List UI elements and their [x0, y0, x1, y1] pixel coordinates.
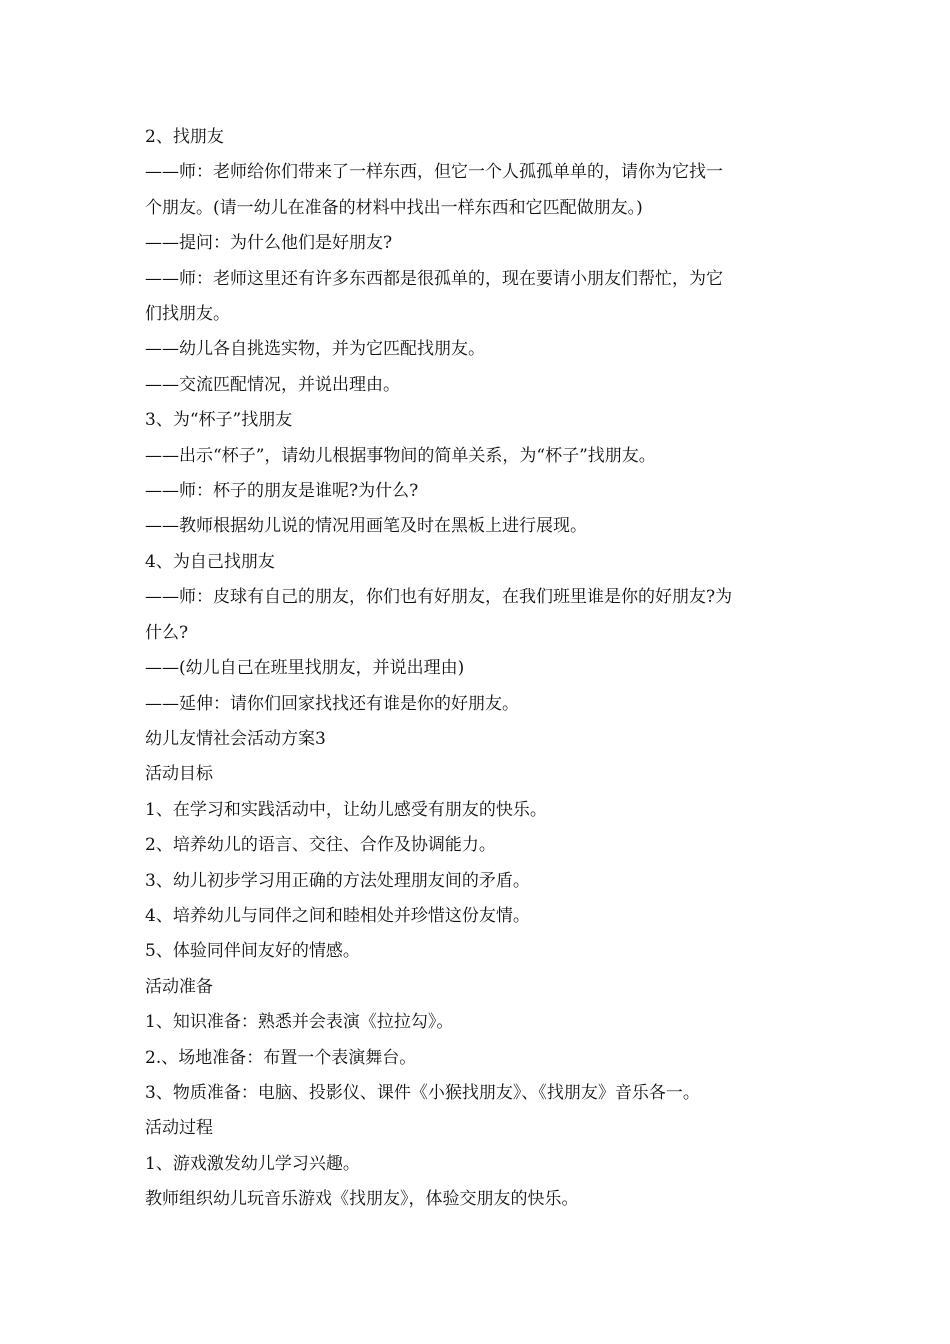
paragraph-line: ——教师根据幼儿说的情况用画笔及时在黑板上进行展现。: [145, 516, 587, 537]
document-body: [145, 120, 813, 1218]
heading-activity-preparation: 活动准备: [145, 976, 213, 997]
paragraph-line: ——出示“杯子”，请幼儿根据事物间的简单关系，为“杯子”找朋友。: [145, 445, 656, 466]
section-heading-find-friends: 2、找朋友: [145, 127, 224, 147]
heading-activity-goals: 活动目标: [145, 764, 213, 785]
paragraph-line: ——提问：为什么他们是好朋友?: [145, 233, 393, 254]
paragraph-line: ——延伸：请你们回家找找还有谁是你的好朋友。: [145, 693, 519, 714]
section-heading-cup-friends: 3、为“杯子”找朋友: [145, 410, 293, 431]
paragraph-line: ——(幼儿自己在班里找朋友，并说出理由): [145, 658, 465, 679]
plan-title: 幼儿友情社会活动方案3: [145, 728, 326, 749]
list-item: 1、在学习和实践活动中，让幼儿感受有朋友的快乐。: [145, 799, 547, 820]
list-item: 2.、场地准备：布置一个表演舞台。: [145, 1047, 417, 1068]
paragraph-line: ——师：杯子的朋友是谁呢?为什么?: [145, 481, 419, 502]
paragraph-line: ——幼儿各自挑选实物，并为它匹配找朋友。: [145, 339, 485, 360]
list-item: 3、幼儿初步学习用正确的方法处理朋友间的矛盾。: [145, 870, 530, 891]
paragraph-line: ——交流匹配情况，并说出理由。: [145, 374, 400, 395]
paragraph-line: 个朋友。(请一幼儿在准备的材料中找出一样东西和它匹配做朋友。): [145, 197, 643, 218]
list-item: 1、知识准备：熟悉并会表演《拉拉勾》。: [145, 1012, 454, 1033]
paragraph-line: 什么?: [145, 622, 189, 643]
paragraph-line: 教师组织幼儿玩音乐游戏《找朋友》，体验交朋友的快乐。: [145, 1189, 579, 1210]
paragraph-line: ——师：老师给你们带来了一样东西，但它一个人孤孤单单的，请你为它找一: [145, 162, 723, 183]
list-item: 1、游戏激发幼儿学习兴趣。: [145, 1153, 360, 1174]
list-item: 2、培养幼儿的语言、交往、合作及协调能力。: [145, 835, 496, 856]
list-item: 5、体验同伴间友好的情感。: [145, 941, 360, 962]
paragraph-line: ——师：老师这里还有许多东西都是很孤单的，现在要请小朋友们帮忙，为它: [145, 268, 723, 289]
list-item: 4、培养幼儿与同伴之间和睦相处并珍惜这份友情。: [145, 905, 530, 926]
paragraph-line: ——师：皮球有自己的朋友，你们也有好朋友，在我们班里谁是你的好朋友?为: [145, 587, 733, 608]
section-heading-own-friends: 4、为自己找朋友: [145, 551, 275, 572]
list-item: 3、物质准备：电脑、投影仪、课件《小猴找朋友》、《找朋友》音乐各一。: [145, 1082, 700, 1103]
heading-activity-process: 活动过程: [145, 1118, 213, 1139]
paragraph-line: 们找朋友。: [145, 304, 230, 325]
